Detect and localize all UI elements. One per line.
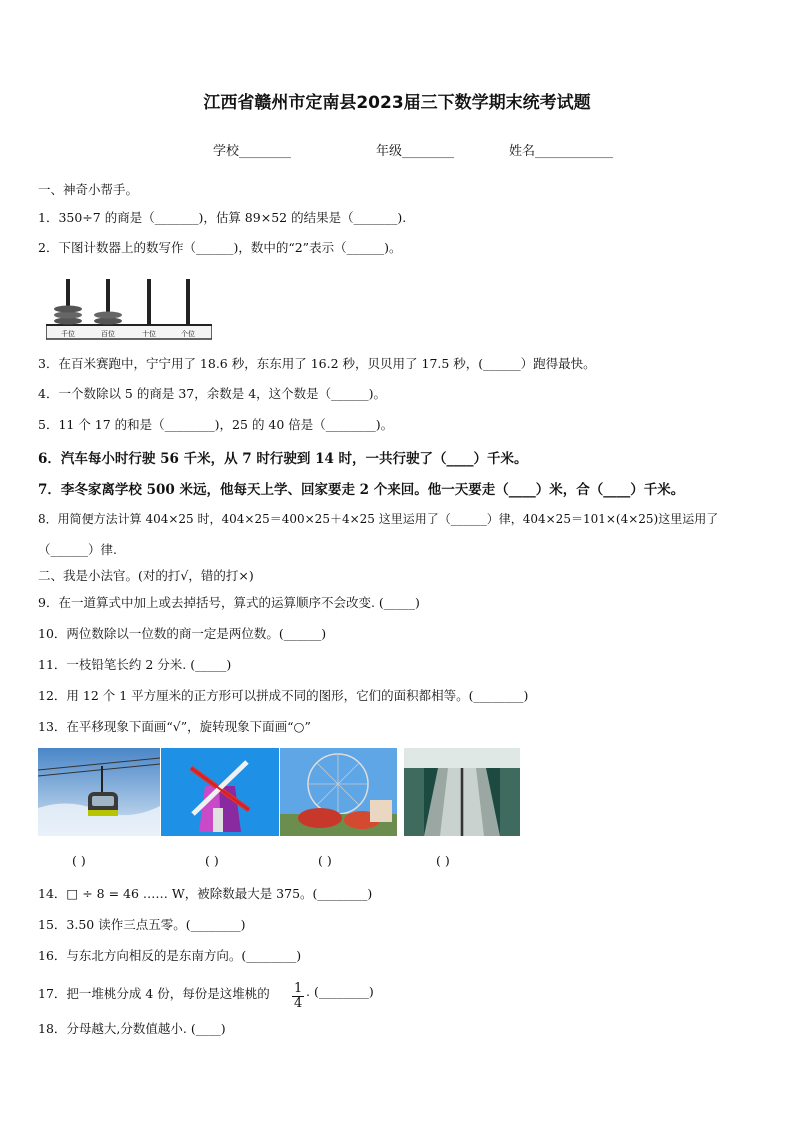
question-13: 13．在平移现象下面画“√”，旋转现象下面画“○” [38,719,311,734]
grade-field: 年级________ [376,144,455,159]
question-1: 1．350÷7 的商是（_______)，估算 89×52 的结果是（_______). [38,210,407,225]
abacus-label-thousands: 千位 [61,330,75,338]
question-7: 7．李冬家离学校 500 米远，他每天上学、回家要走 2 个来回。他一天要走（____）米，合（____）千米。 [38,482,685,498]
abacus-label-tens: 十位 [142,330,156,338]
name-field: 姓名____________ [509,144,614,159]
page-title: 江西省赣州市定南县2023届三下数学期末统考试题 [203,93,591,113]
question-17: 17．把一堆桃分成 4 份，每份是这堆桃的 [38,986,270,1001]
question-4: 4．一个数除以 5 的商是 37，余数是 4，这个数是（______)。 [38,386,387,401]
ferris-wheel-image [280,748,397,836]
section-2-heading: 二、我是小法官。(对的打√，错的打×) [38,568,254,583]
abacus-label-hundreds: 百位 [101,330,115,338]
question-8-continued: （______）律. [38,542,117,557]
cable-car-image [38,748,160,836]
section-1-heading: 一、神奇小帮手。 [38,182,139,197]
question-9: 9．在一道算式中加上或去掉括号，算式的运算顺序不会改变. (_____) [38,595,420,610]
answer-blank-escalator: ( ) [436,853,450,868]
question-8: 8．用简便方法计算 404×25 时，404×25＝400×25＋4×25 这里运用了（______）律，404×25＝101×(4×25)这里运用了 [38,512,719,526]
question-3: 3．在百米赛跑中，宁宁用了 18.6 秒，东东用了 16.2 秒，贝贝用了 17.5 秒，(______）跑得最快。 [38,356,596,371]
question-14: 14．□ ÷ 8 = 46 …… W，被除数最大是 375。(________) [38,886,373,901]
abacus-label-ones: 个位 [181,330,195,338]
question-15: 15．3.50 读作三点五零。(________) [38,917,246,932]
fraction-denominator: 4 [294,996,303,1011]
school-field: 学校________ [213,144,292,159]
question-12: 12．用 12 个 1 平方厘米的正方形可以拼成不同的图形，它们的面积都相等。(________) [38,688,529,703]
escalator-image [404,748,520,836]
question-17-blank: . (________) [306,984,374,999]
question-5: 5．11 个 17 的和是（________)，25 的 40 倍是（________)。 [38,417,394,432]
fraction-numerator: 1 [294,981,303,996]
question-18: 18．分母越大,分数值越小. (____) [38,1021,226,1036]
question-11: 11．一枝铅笔长约 2 分米. (_____) [38,657,232,672]
question-2: 2．下图计数器上的数写作（______)，数中的“2”表示（______)。 [38,240,402,255]
question-16: 16．与东北方向相反的是东南方向。(________) [38,948,302,963]
question-6: 6．汽车每小时行驶 56 千米，从 7 时行驶到 14 时，一共行驶了（____）千米。 [38,451,528,467]
answer-blank-ferris-wheel: ( ) [318,853,332,868]
answer-blank-windmill: ( ) [205,853,219,868]
answer-blank-cable-car: ( ) [72,853,86,868]
fraction-one-quarter [292,982,304,1011]
windmill-image [161,748,279,836]
question-10: 10．两位数除以一位数的商一定是两位数。(______) [38,626,327,641]
abacus-image [46,275,212,341]
